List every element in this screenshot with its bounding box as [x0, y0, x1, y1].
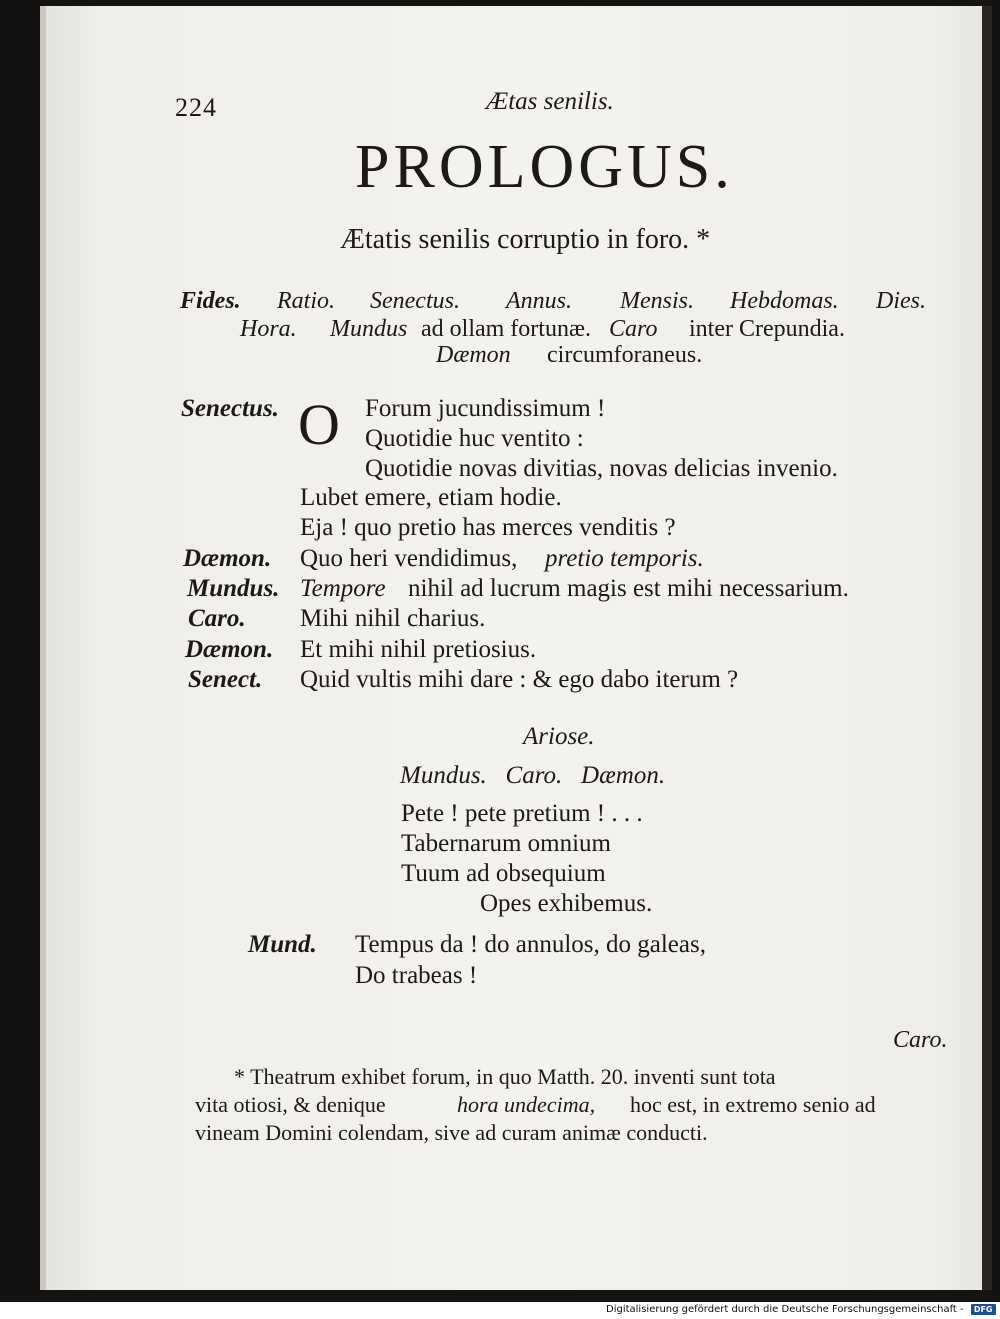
speaker-senect: Senect. — [188, 666, 263, 693]
subtitle: Ætatis senilis corruptio in foro. * — [340, 224, 711, 255]
drop-cap: O — [298, 392, 340, 457]
dialogue-line: Quotidie huc ventito : — [365, 425, 584, 452]
dialogue-line: Mihi nihil charius. — [300, 605, 486, 632]
speaker-mund: Mund. — [248, 931, 317, 958]
dfg-logo: DFG — [971, 1304, 996, 1315]
dialogue-line: Quid vultis mihi dare : & ego dabo iterum ? — [300, 666, 739, 693]
person-hebdomas: Hebdomas. — [730, 288, 839, 314]
song-line: Pete ! pete pretium ! . . . — [401, 800, 643, 827]
song-line: Tuum ad obsequium — [401, 860, 606, 887]
dialogue-line: Eja ! quo pretio has merces venditis ? — [300, 514, 676, 541]
person-daemon-desc: circumforaneus. — [547, 342, 703, 368]
person-senectus: Senectus. — [370, 288, 460, 314]
speaker-mundus: Mundus. — [187, 575, 280, 602]
dialogue-line: Forum jucundissimum ! — [365, 395, 606, 422]
ariose-heading: Ariose. — [523, 723, 595, 750]
person-ratio: Ratio. — [277, 288, 335, 314]
dialogue-line: Et mihi nihil pretiosius. — [300, 636, 537, 663]
song-line: Opes exhibemus. — [480, 890, 653, 917]
page-title: PROLOGUS. — [355, 133, 734, 201]
dialogue-line: nihil ad lucrum magis est mihi necessarium. — [408, 575, 849, 602]
ariose-singers: Mundus. Caro. Dæmon. — [400, 762, 666, 789]
catchword: Caro. — [893, 1027, 948, 1053]
running-head: Ætas senilis. — [486, 88, 614, 115]
person-fides: Fides. — [180, 288, 241, 314]
speaker-daemon: Dæmon. — [183, 545, 272, 572]
footnote-line: vita otiosi, & denique — [195, 1092, 386, 1117]
song-line: Do trabeas ! — [355, 962, 478, 989]
speaker-senectus: Senectus. — [181, 395, 279, 422]
credit-text: Digitalisierung gefördert durch die Deutsche Forschungsgemeinschaft - — [606, 1304, 964, 1315]
dialogue-line: Lubet emere, etiam hodie. — [300, 484, 562, 511]
page-number: 224 — [175, 93, 217, 122]
person-dies: Dies. — [876, 288, 926, 314]
dialogue-line: Quotidie novas divitias, novas delicias invenio. — [365, 455, 838, 482]
dialogue-line: Quo heri vendidimus, — [300, 545, 518, 572]
song-line: Tempus da ! do annulos, do galeas, — [355, 931, 706, 958]
person-annus: Annus. — [506, 288, 572, 314]
footnote-line: vineam Domini colendam, sive ad curam animæ conducti. — [195, 1120, 708, 1145]
speaker-daemon: Dæmon. — [185, 636, 274, 663]
page-edge — [982, 6, 992, 1290]
dialogue-line-italic: Tempore — [300, 575, 386, 602]
footnote-line: hoc est, in extremo senio ad — [630, 1092, 876, 1117]
footnote-line-italic: hora undecima, — [457, 1092, 596, 1117]
person-caro: Caro — [609, 316, 658, 342]
dialogue-line-italic: pretio temporis. — [545, 545, 704, 572]
digitization-credit — [606, 1303, 996, 1317]
person-mundus: Mundus — [330, 316, 408, 342]
person-daemon: Dæmon — [436, 342, 511, 368]
person-mensis: Mensis. — [620, 288, 694, 314]
person-mundus-desc: ad ollam fortunæ. — [421, 316, 591, 342]
footnote-line: * Theatrum exhibet forum, in quo Matth. 20. inventi sunt tota — [234, 1064, 776, 1089]
person-caro-desc: inter Crepundia. — [689, 316, 845, 342]
person-hora: Hora. — [240, 316, 297, 342]
speaker-caro: Caro. — [188, 605, 246, 632]
song-line: Tabernarum omnium — [401, 830, 611, 857]
